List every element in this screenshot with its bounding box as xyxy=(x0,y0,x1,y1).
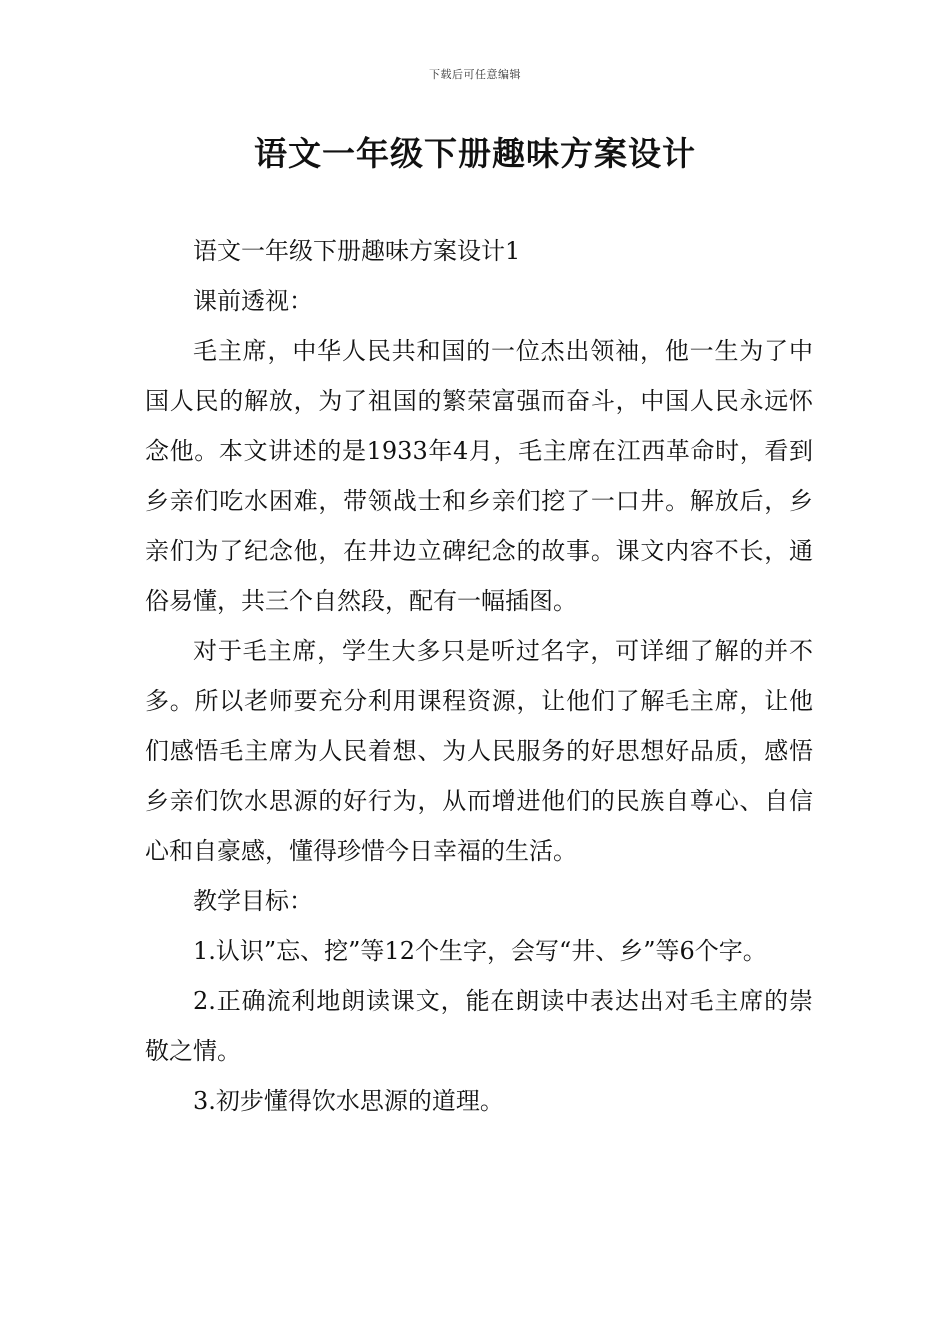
paragraph: 毛主席，中华人民共和国的一位杰出领袖，他一生为了中国人民的解放，为了祖国的繁荣富强而奋斗，中国人民永远怀念他。本文讲述的是1933年4月，毛主席在江西革命时，看到乡亲们吃水困难，带领战士和乡亲们挖了一口井。解放后，乡亲们为了纪念他，在井边立碑纪念的故事。课文内容不长，通俗易懂，共三个自然段，配有一幅插图。 xyxy=(145,337,813,615)
section-heading: 语文一年级下册趣味方案设计1 xyxy=(193,237,521,265)
header-note: 下载后可任意编辑 xyxy=(429,68,521,81)
paragraph: 对于毛主席，学生大多只是听过名字，可详细了解的并不多。所以老师要充分利用课程资源，让他们了解毛主席，让他们感悟毛主席为人民着想、为人民服务的好思想好品质，感悟乡亲们饮水思源的好行为，从而增进他们的民族自尊心、自信心和自豪感，懂得珍惜今日幸福的生活。 xyxy=(145,637,813,865)
subheading-preview: 课前透视： xyxy=(193,287,313,315)
goal-item: 2.正确流利地朗读课文，能在朗读中表达出对毛主席的崇敬之情。 xyxy=(145,987,813,1065)
goal-item: 1.认识”忘、挖”等12个生字，会写“井、乡”等6个字。 xyxy=(193,937,767,965)
subheading-goals: 教学目标： xyxy=(193,887,313,915)
document-body xyxy=(145,226,813,1126)
goal-item: 3.初步懂得饮水思源的道理。 xyxy=(193,1087,504,1115)
document-title: 语文一年级下册趣味方案设计 xyxy=(254,134,696,173)
